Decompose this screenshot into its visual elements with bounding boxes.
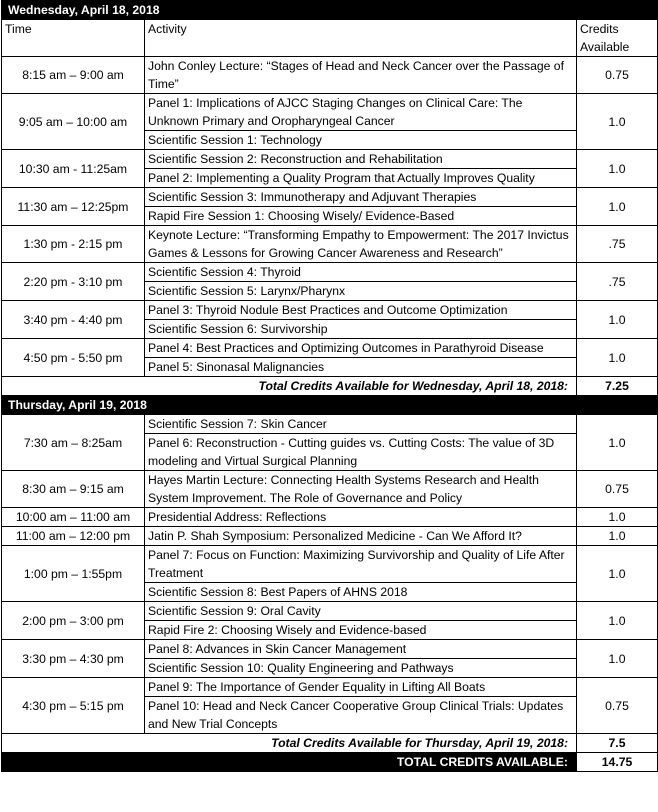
schedule-row xyxy=(2,188,658,207)
activity-cell: Scientific Session 6: Survivorship xyxy=(145,320,577,339)
activity-cell: John Conley Lecture: “Stages of Head and Neck Cancer over the Passage of Time” xyxy=(145,57,577,94)
credits-cell: 1.0 xyxy=(577,508,658,527)
day-total-label: Total Credits Available for Thursday, April 19, 2018: xyxy=(2,734,577,753)
time-cell: 2:20 pm - 3:10 pm xyxy=(2,263,145,301)
schedule-row xyxy=(2,508,658,527)
day-header-row xyxy=(2,396,658,415)
time-cell: 7:30 am – 8:25am xyxy=(2,415,145,471)
activity-cell: Presidential Address: Reflections xyxy=(145,508,577,527)
activity-cell: Panel 7: Focus on Function: Maximizing Survivorship and Quality of Life After Treatment xyxy=(145,546,577,583)
schedule-row xyxy=(2,339,658,358)
activity-cell: Scientific Session 3: Immunotherapy and Adjuvant Therapies xyxy=(145,188,577,207)
activity-cell: Hayes Martin Lecture: Connecting Health Systems Research and Health System Improvement. The Role of Governance and Policy xyxy=(145,471,577,508)
day-total-label: Total Credits Available for Wednesday, April 18, 2018: xyxy=(2,377,577,396)
activity-cell: Scientific Session 5: Larynx/Pharynx xyxy=(145,282,577,301)
activity-cell: Panel 10: Head and Neck Cancer Cooperative Group Clinical Trials: Updates and New Trial Concepts xyxy=(145,697,577,734)
schedule-row xyxy=(2,263,658,282)
grand-total-label: TOTAL CREDITS AVAILABLE: xyxy=(2,753,577,772)
credits-cell: 1.0 xyxy=(577,188,658,226)
grand-total-row xyxy=(2,753,658,772)
schedule-row xyxy=(2,678,658,697)
credits-cell: 1.0 xyxy=(577,301,658,339)
schedule-row xyxy=(2,150,658,169)
time-cell: 10:30 am - 11:25am xyxy=(2,150,145,188)
time-column-header: Time xyxy=(2,20,145,57)
activity-cell: Panel 6: Reconstruction - Cutting guides vs. Cutting Costs: The value of 3D modeling and Virtual Surgical Planning xyxy=(145,434,577,471)
column-header-row xyxy=(2,20,658,57)
schedule-row xyxy=(2,94,658,131)
schedule-row xyxy=(2,226,658,263)
day-total-row xyxy=(2,734,658,753)
grand-total-value: 14.75 xyxy=(577,753,658,772)
time-cell: 11:30 am – 12:25pm xyxy=(2,188,145,226)
activity-cell: Panel 8: Advances in Skin Cancer Management xyxy=(145,640,577,659)
day-total-value: 7.25 xyxy=(577,377,658,396)
credits-column-header: Credits Available xyxy=(577,20,658,57)
schedule-row xyxy=(2,546,658,583)
activity-cell: Scientific Session 7: Skin Cancer xyxy=(145,415,577,434)
schedule-row xyxy=(2,471,658,508)
schedule-row xyxy=(2,640,658,659)
activity-cell: Keynote Lecture: “Transforming Empathy to Empowerment: The 2017 Invictus Games & Lessons for Growing Cancer Awareness and Research” xyxy=(145,226,577,263)
schedule-row xyxy=(2,57,658,94)
time-cell: 9:05 am – 10:00 am xyxy=(2,94,145,150)
activity-cell: Panel 3: Thyroid Nodule Best Practices and Outcome Optimization xyxy=(145,301,577,320)
schedule-row xyxy=(2,602,658,621)
credits-cell: 0.75 xyxy=(577,471,658,508)
schedule-row xyxy=(2,415,658,434)
day-title: Wednesday, April 18, 2018 xyxy=(2,1,658,20)
credits-cell: 1.0 xyxy=(577,602,658,640)
activity-cell: Scientific Session 8: Best Papers of AHNS 2018 xyxy=(145,583,577,602)
time-cell: 4:30 pm – 5:15 pm xyxy=(2,678,145,734)
activity-cell: Panel 1: Implications of AJCC Staging Changes on Clinical Care: The Unknown Primary and Oropharyngeal Cancer xyxy=(145,94,577,131)
activity-cell: Jatin P. Shah Symposium: Personalized Medicine - Can We Afford It? xyxy=(145,527,577,546)
activity-column-header: Activity xyxy=(145,20,577,57)
activity-cell: Panel 5: Sinonasal Malignancies xyxy=(145,358,577,377)
credits-cell: 1.0 xyxy=(577,94,658,150)
schedule-row xyxy=(2,527,658,546)
credits-cell: 1.0 xyxy=(577,339,658,377)
time-cell: 3:30 pm – 4:30 pm xyxy=(2,640,145,678)
activity-cell: Scientific Session 2: Reconstruction and Rehabilitation xyxy=(145,150,577,169)
day-header-row xyxy=(2,1,658,20)
activity-cell: Scientific Session 4: Thyroid xyxy=(145,263,577,282)
credits-cell: .75 xyxy=(577,226,658,263)
time-cell: 8:15 am – 9:00 am xyxy=(2,57,145,94)
time-cell: 1:30 pm - 2:15 pm xyxy=(2,226,145,263)
time-cell: 3:40 pm - 4:40 pm xyxy=(2,301,145,339)
time-cell: 4:50 pm - 5:50 pm xyxy=(2,339,145,377)
credits-cell: 1.0 xyxy=(577,640,658,678)
credits-cell: 0.75 xyxy=(577,57,658,94)
time-cell: 1:00 pm – 1:55pm xyxy=(2,546,145,602)
activity-cell: Rapid Fire 2: Choosing Wisely and Evidence-based xyxy=(145,621,577,640)
time-cell: 2:00 pm – 3:00 pm xyxy=(2,602,145,640)
activity-cell: Rapid Fire Session 1: Choosing Wisely/ Evidence-Based xyxy=(145,207,577,226)
time-cell: 8:30 am – 9:15 am xyxy=(2,471,145,508)
schedule-table xyxy=(1,0,658,772)
credits-cell: 1.0 xyxy=(577,546,658,602)
time-cell: 11:00 am – 12:00 pm xyxy=(2,527,145,546)
schedule-row xyxy=(2,301,658,320)
activity-cell: Scientific Session 10: Quality Engineering and Pathways xyxy=(145,659,577,678)
activity-cell: Panel 2: Implementing a Quality Program that Actually Improves Quality xyxy=(145,169,577,188)
activity-cell: Scientific Session 9: Oral Cavity xyxy=(145,602,577,621)
activity-cell: Scientific Session 1: Technology xyxy=(145,131,577,150)
activity-cell: Panel 9: The Importance of Gender Equality in Lifting All Boats xyxy=(145,678,577,697)
credits-cell: 0.75 xyxy=(577,678,658,734)
schedule-body xyxy=(2,1,658,772)
day-total-row xyxy=(2,377,658,396)
credits-cell: 1.0 xyxy=(577,527,658,546)
day-total-value: 7.5 xyxy=(577,734,658,753)
credits-cell: 1.0 xyxy=(577,415,658,471)
time-cell: 10:00 am – 11:00 am xyxy=(2,508,145,527)
credits-cell: 1.0 xyxy=(577,150,658,188)
day-title: Thursday, April 19, 2018 xyxy=(2,396,658,415)
activity-cell: Panel 4: Best Practices and Optimizing Outcomes in Parathyroid Disease xyxy=(145,339,577,358)
credits-cell: .75 xyxy=(577,263,658,301)
